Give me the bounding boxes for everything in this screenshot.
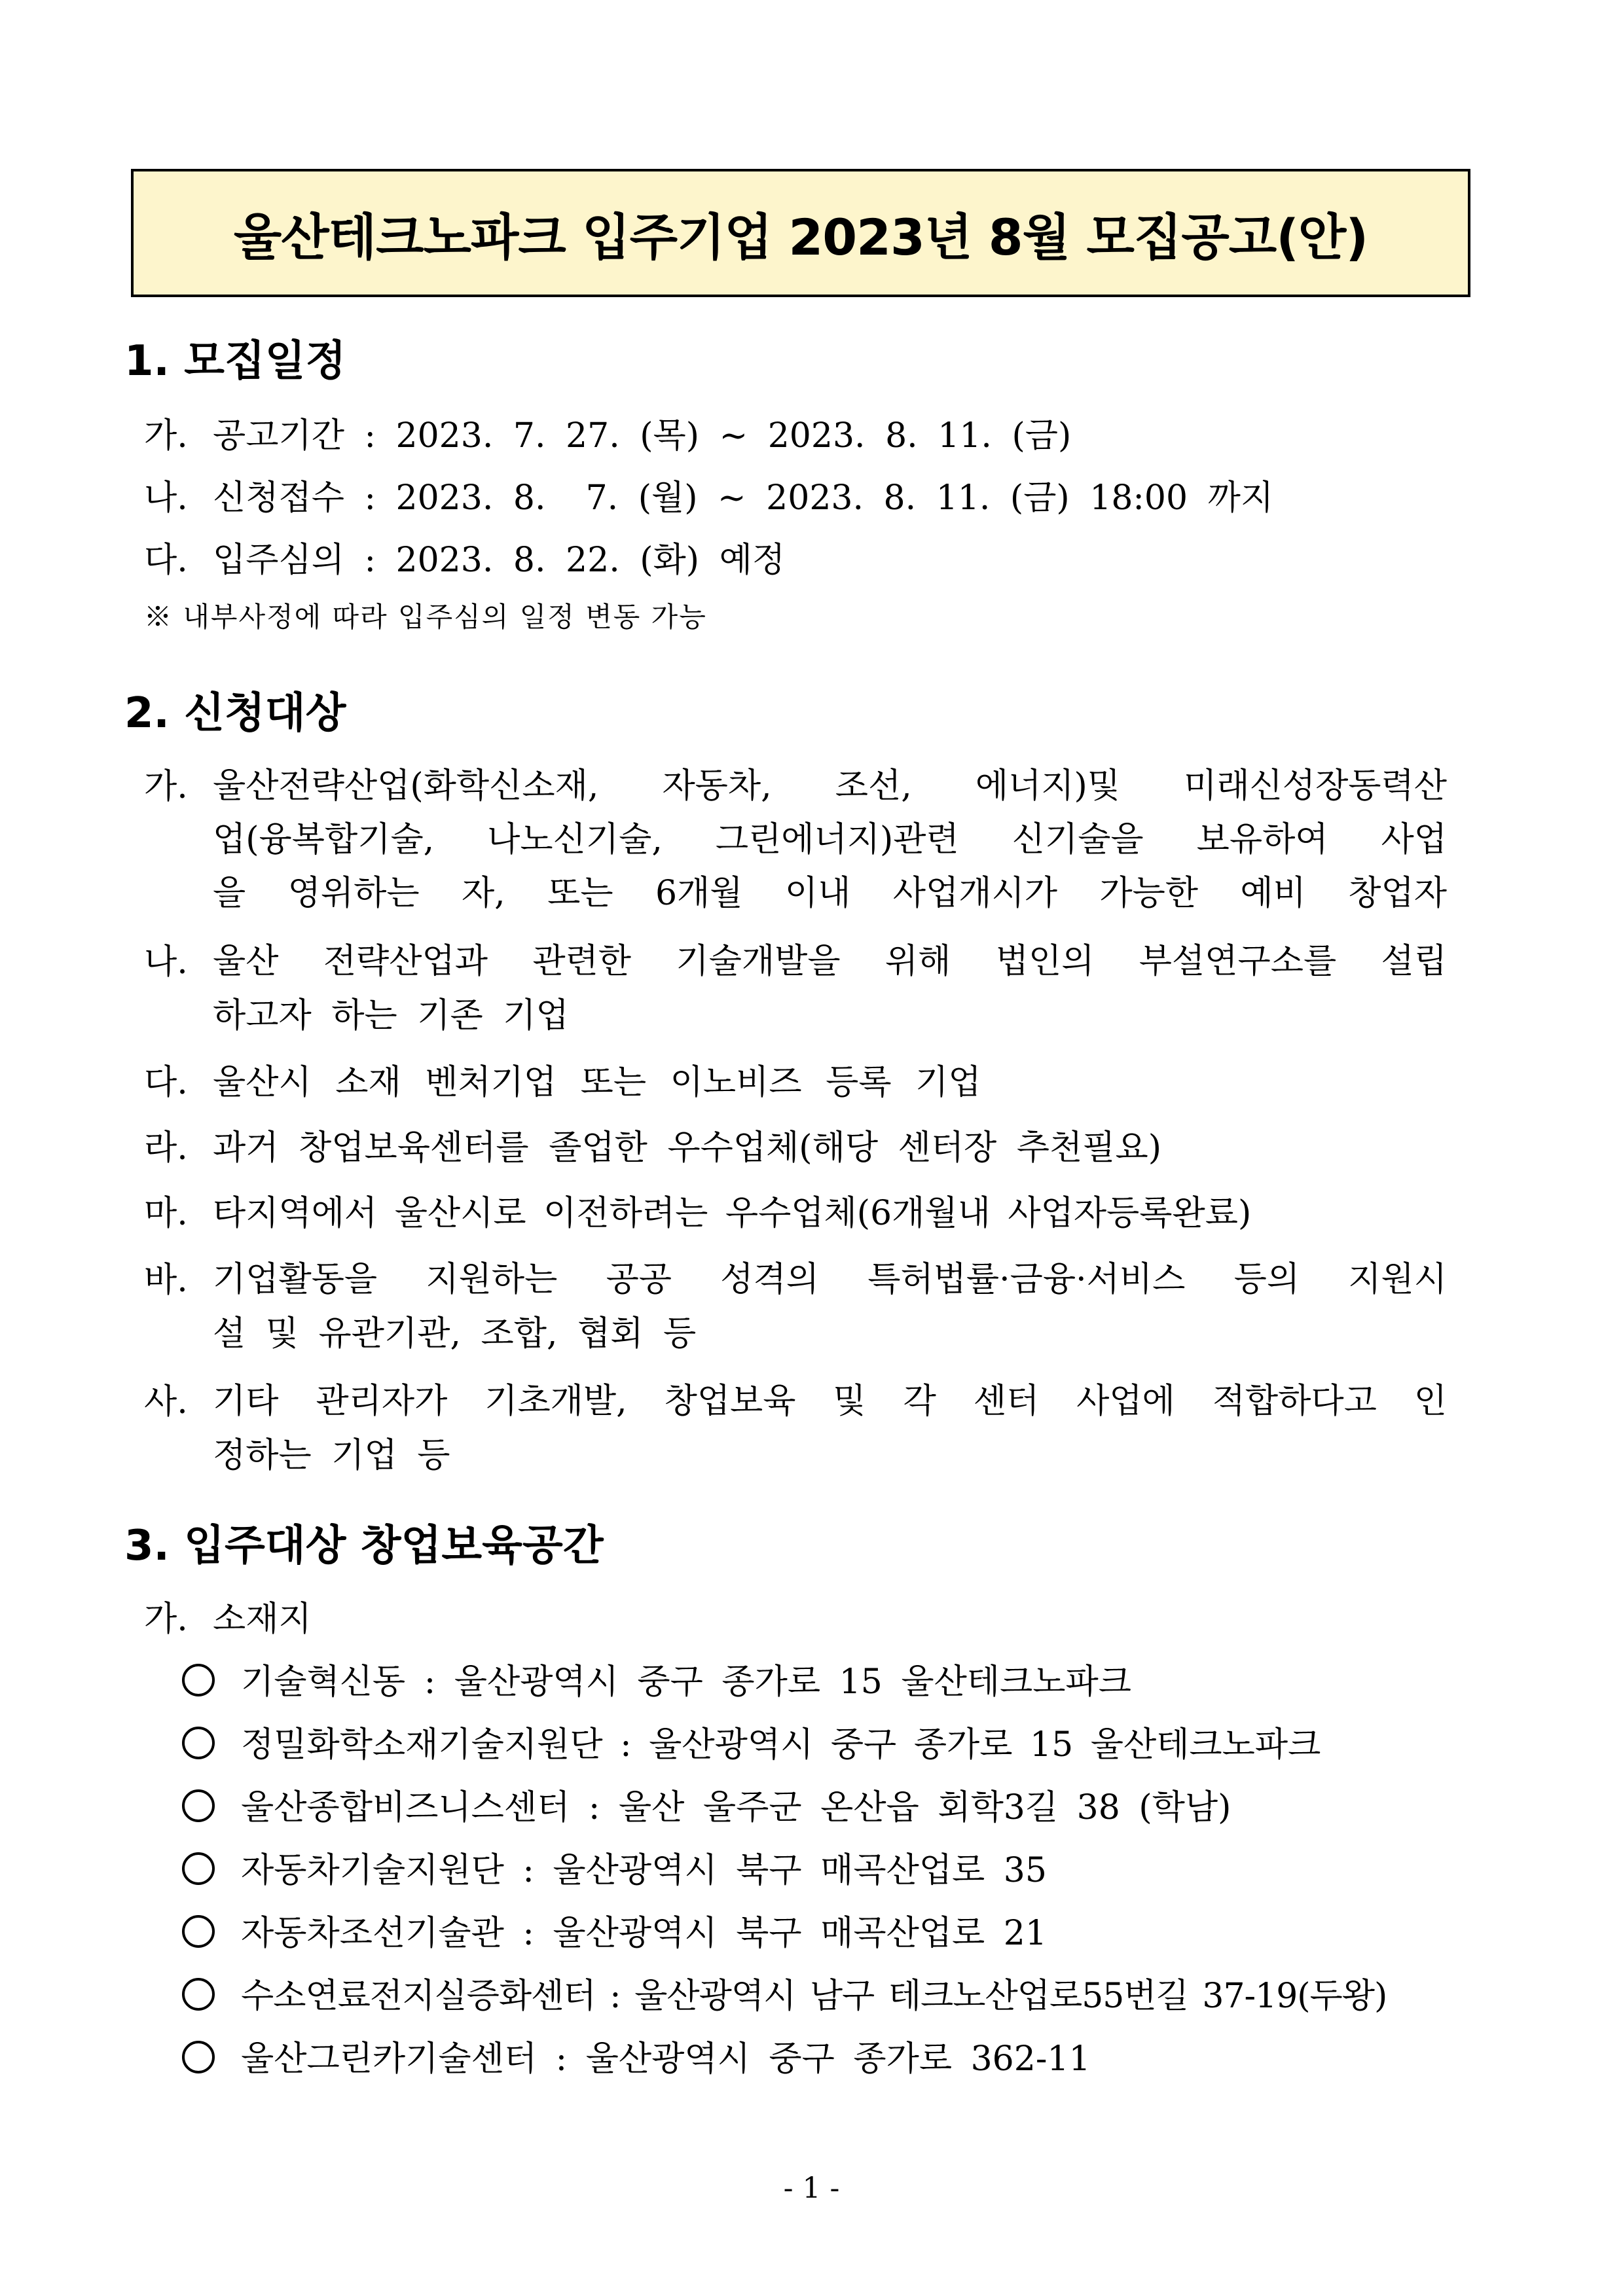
page-title: 울산테크노파크 입주기업 2023년 8월 모집공고(안) (233, 207, 1368, 266)
section2-item-label: 나. (144, 942, 188, 982)
section1-item-label: 다. (144, 541, 188, 580)
title-box (131, 169, 1470, 297)
circle-bullet-icon (182, 1727, 215, 1759)
section1-item-label: 나. (144, 478, 188, 518)
section2-item-line: 울산 전략산업과 관련한 기술개발을 위해 법인의 부설연구소를 설립 (213, 942, 1447, 981)
section2-item-label: 다. (144, 1063, 188, 1102)
circle-bullet-icon (182, 2041, 215, 2073)
section2-item-line: 기타 관리자가 기초개발, 창업보육 및 각 센터 사업에 적합하다고 인 (213, 1382, 1447, 1421)
location-item: 울산종합비즈니스센터 : 울산 울주군 온산읍 회학3길 38 (학남) (241, 1788, 1231, 1827)
section2-item-line: 과거 창업보육센터를 졸업한 우수업체(해당 센터장 추천필요) (213, 1128, 1162, 1168)
section2-item-label: 바. (144, 1261, 188, 1300)
location-item: 울산그린카기술센터 : 울산광역시 중구 종가로 362-11 (241, 2039, 1091, 2079)
location-item: 수소연료전지실증화센터 : 울산광역시 남구 테크노산업로55번길 37-19(두왕) (241, 1977, 1387, 2016)
section1-item-text: 공고기간 : 2023. 7. 27. (목) ~ 2023. 8. 11. (금) (213, 416, 1072, 456)
section1-item-text: 입주심의 : 2023. 8. 22. (화) 예정 (213, 541, 786, 580)
section2-item-label: 가. (144, 767, 188, 806)
section1-item-label: 가. (144, 416, 188, 456)
location-item: 자동차조선기술관 : 울산광역시 북구 매곡산업로 21 (241, 1914, 1047, 1953)
section1-item-text: 신청접수 : 2023. 8. 7. (월) ~ 2023. 8. 11. (금) 18:00 까지 (213, 478, 1274, 518)
section1-note: ※ 내부사정에 따라 입주심의 일정 변동 가능 (144, 601, 707, 633)
section2-item-line: 정하는 기업 등 (213, 1436, 450, 1475)
location-item: 자동차기술지원단 : 울산광역시 북구 매곡산업로 35 (241, 1851, 1047, 1890)
section2-item-line: 기업활동을 지원하는 공공 성격의 특허법률·금융·서비스 등의 지원시 (213, 1260, 1447, 1299)
section2-item-line: 울산전략산업(화학신소재, 자동차, 조선, 에너지)및 미래신성장동력산 (213, 766, 1447, 806)
section2-item-label: 마. (144, 1194, 188, 1233)
section2-item-line: 하고자 하는 기존 기업 (213, 996, 569, 1035)
circle-bullet-icon (182, 1852, 215, 1885)
section2-heading: 2. 신청대상 (124, 689, 346, 738)
location-item: 정밀화학소재기술지원단 : 울산광역시 중구 종가로 15 울산테크노파크 (241, 1725, 1321, 1765)
section2-item-label: 라. (144, 1128, 188, 1168)
section2-item-label: 사. (144, 1382, 188, 1422)
section3-subtext: 소재지 (213, 1600, 312, 1639)
location-item: 기술혁신동 : 울산광역시 중구 종가로 15 울산테크노파크 (241, 1662, 1131, 1702)
page-number: - 1 - (783, 2172, 840, 2205)
section2-item-line: 타지역에서 울산시로 이전하려는 우수업체(6개월내 사업자등록완료) (213, 1194, 1252, 1233)
section2-item-line: 설 및 유관기관, 조합, 협회 등 (213, 1314, 697, 1354)
circle-bullet-icon (182, 1789, 215, 1822)
section2-item-line: 업(융복합기술, 나노신기술, 그린에너지)관련 신기술을 보유하여 사업 (213, 820, 1447, 859)
section2-item-line: 을 영위하는 자, 또는 6개월 이내 사업개시가 가능한 예비 창업자 (213, 874, 1447, 913)
circle-bullet-icon (182, 1978, 215, 2011)
section1-heading: 1. 모집일정 (124, 337, 346, 386)
section3-sublabel: 가. (144, 1600, 188, 1639)
section3-heading: 3. 입주대상 창업보육공간 (124, 1522, 604, 1570)
circle-bullet-icon (182, 1664, 215, 1696)
section2-item-line: 울산시 소재 벤처기업 또는 이노비즈 등록 기업 (213, 1063, 981, 1102)
circle-bullet-icon (182, 1915, 215, 1948)
